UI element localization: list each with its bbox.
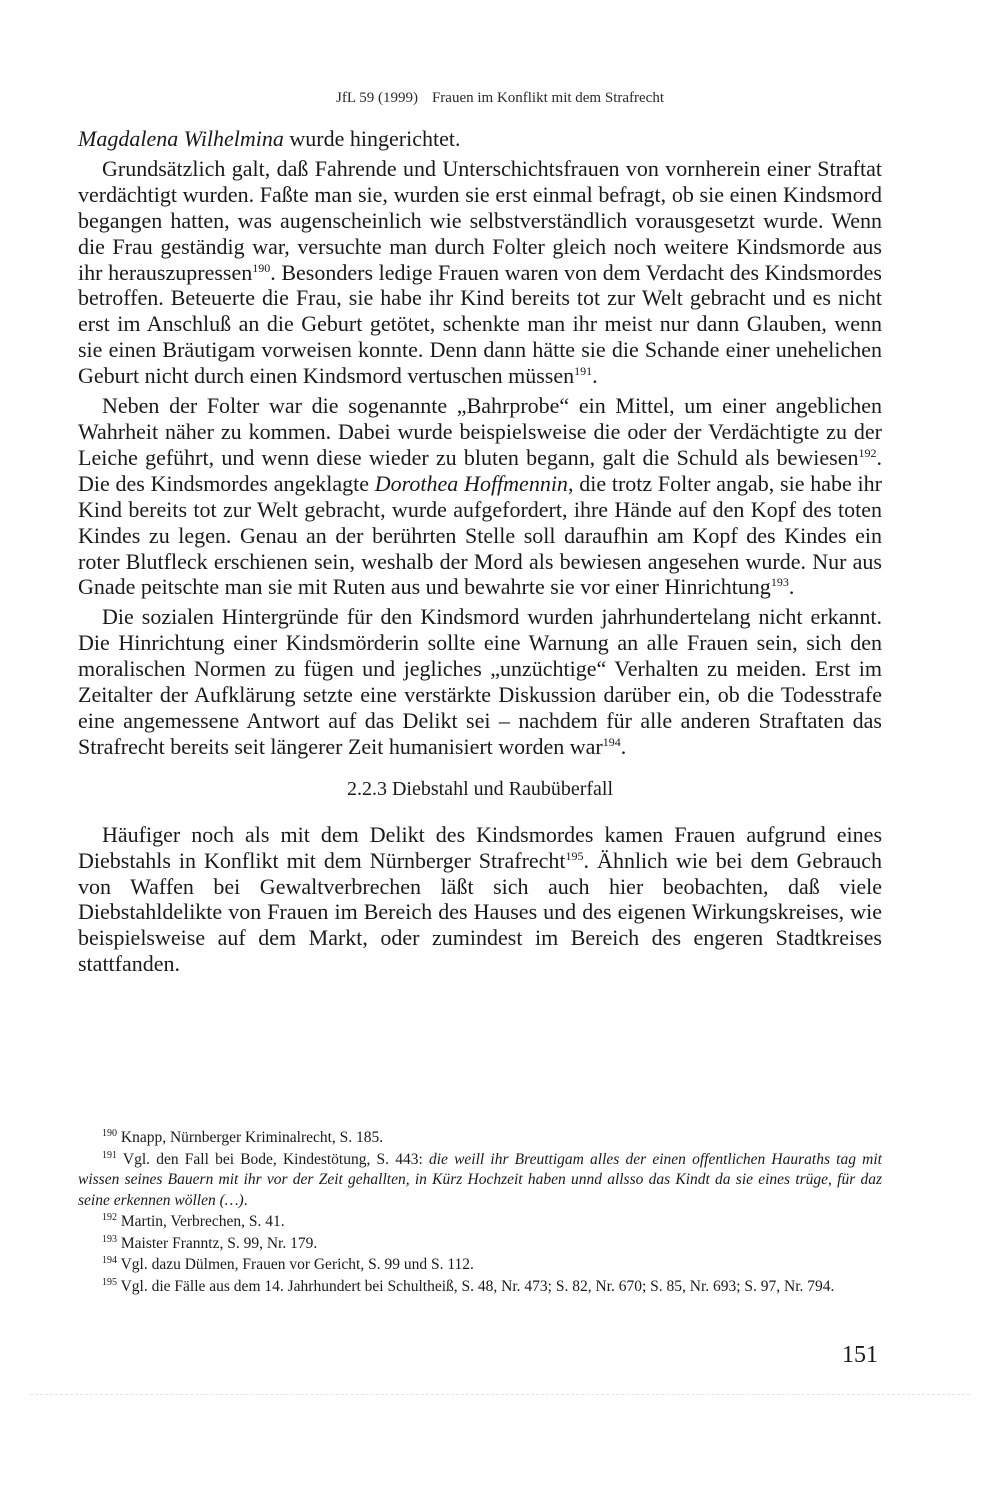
scan-artifact-divider xyxy=(30,1394,970,1395)
footnote-ref[interactable]: 193 xyxy=(770,575,789,590)
footnote-ref[interactable]: 190 xyxy=(252,260,271,275)
footnote-quote: die weill ihr Breuttigam alles der einen offentlichen Hauraths tag mit wissen seines Bauern mit ihr vor der Zeit gehallten, in Kürz Hochzeit haben unnd allsso das Kindt da sie eines trüge, für daz seine erkennen wöllen (…) xyxy=(78,1150,882,1209)
footnote-text: Vgl. die Fälle aus dem 14. Jahrhundert bei Schultheiß, S. 48, Nr. 473; S. 82, Nr. 670; S. 85, Nr. 693; S. 97, Nr. 794. xyxy=(117,1277,835,1295)
text-run: , die trotz Folter angab, sie habe ihr Kind bereits tot zur Welt gebracht, wurde aufgefordert, ihre Hände auf den Kopf des toten Kindes zu legen. Genau an der berührten Stelle soll daraufhin am Kopf des Kindes ein roter Blutfleck erschienen sein, weshalb der Mord als bewiesen angesehen wurde. Nur aus Gnade peitschte man sie mit Ruten aus und bewahrte sie vor einer Hinrichtung xyxy=(78,470,882,600)
text-run: wurde hingerichtet. xyxy=(283,126,461,151)
footnote-ref[interactable]: 194 xyxy=(602,734,621,749)
person-name: Magdalena Wilhelmina xyxy=(78,126,284,151)
text-run: . xyxy=(620,733,627,759)
footnote-text: Vgl. den Fall bei Bode, Kindestötung, S. 443: xyxy=(117,1150,429,1168)
footnote-number: 195 xyxy=(102,1276,117,1288)
footnote xyxy=(78,1212,882,1233)
footnote-text: . xyxy=(243,1191,248,1209)
footnote-number: 193 xyxy=(102,1233,117,1245)
text-run: Neben der Folter war die sogenannte „Bahrprobe“ ein Mittel, um einer angeblichen Wahrheit näher zu kommen. Dabei wurde beispielsweise die oder der Verdächtigte zu der Leiche geführt, und wenn diese wieder zu bluten begann, galt die Schuld als bewiesen xyxy=(78,393,882,470)
paragraph xyxy=(78,822,882,977)
footnote xyxy=(78,1234,882,1255)
footnote-number: 194 xyxy=(102,1255,117,1266)
journal-reference: JfL 59 (1999) xyxy=(336,90,418,106)
text-run: Häufiger noch als mit dem Delikt des Kindsmordes kamen Frauen aufgrund eines Diebstahls in Konflikt mit dem Nürnberger Strafrecht xyxy=(78,821,882,873)
footnote-text: Maister Franntz, S. 99, Nr. 179. xyxy=(117,1234,318,1252)
footnote-ref[interactable]: 191 xyxy=(574,364,593,379)
body-text xyxy=(78,126,882,977)
paragraph xyxy=(78,604,882,759)
text-run: . xyxy=(592,363,598,389)
text-run: Die sozialen Hintergründe für den Kindsmord wurden jahrhundertelang nicht erkannt. Die Hinrichtung einer Kindsmörderin sollte eine Warnung an alle Frauen sein, sich den moralischen Normen zu fügen und jegliches „unzüchtige“ Verhalten zu meiden. Erst im Zeitalter der Aufklärung setzte eine verstärkte Diskussion darüber ein, ob die Todesstrafe eine angemessene Antwort auf das Delikt sei – nachdem für alle anderen Straftaten das Strafrecht bereits seit längerer Zeit humanisiert worden war xyxy=(78,604,882,759)
footnote xyxy=(78,1128,882,1149)
footnote-number: 191 xyxy=(102,1149,117,1161)
text-run: Grundsätzlich galt, daß Fahrende und Unterschichtsfrauen von vornherein einer Straftat verdächtigt wurden. Faßte man sie, wurden sie erst einmal befragt, ob sie einen Kindsmord begangen hatten, was augenscheinlich wie selbstverständlich vorausgesetzt wurde. Wenn die Frau geständig war, versuchte man durch Folter gleich noch weitere Kindsmorde aus ihr herauszupressen xyxy=(78,155,882,285)
text-run: . Die des Kindsmordes angeklagte xyxy=(78,444,882,496)
footnote-text: Vgl. dazu Dülmen, Frauen vor Gericht, S. 99 und S. 112. xyxy=(117,1256,474,1273)
footnote-number: 190 xyxy=(102,1128,117,1139)
footnote xyxy=(78,1255,882,1276)
section-heading: 2.2.3 Diebstahl und Raubüberfall xyxy=(346,777,614,800)
running-title: Frauen im Konflikt mit dem Strafrecht xyxy=(431,90,664,106)
page-number: 151 xyxy=(842,1342,878,1368)
text-run: . xyxy=(788,574,795,600)
footnote-text: Martin, Verbrechen, S. 41. xyxy=(117,1213,285,1230)
footnote-number: 192 xyxy=(102,1212,117,1223)
footnote xyxy=(78,1150,882,1212)
text-run: . Besonders ledige Frauen waren von dem Verdacht des Kindsmordes betroffen. Beteuerte die Frau, sie habe ihr Kind bereits tot zur Welt gebracht und es nicht erst im Anschluß an die Geburt getötet, schenkte man ihr meist nur dann Glauben, wenn sie einen Bräutigam vorweisen konnte. Denn dann hätte sie die Schande einer unehelichen Geburt nicht durch einen Kindsmord vertuschen müssen xyxy=(78,259,882,389)
footnote-ref[interactable]: 192 xyxy=(858,445,877,460)
paragraph xyxy=(78,156,882,389)
paragraph xyxy=(78,126,882,152)
running-header xyxy=(0,90,1000,107)
footnote xyxy=(78,1277,882,1298)
text-run: . Ähnlich wie bei dem Gebrauch von Waffen bei Gewaltverbrechen läßt sich auch hier beobachten, daß viele Diebstahldelikte von Frauen im Bereich des Hauses und des eigenen Wirkungskreises, wie beispielsweise auf dem Markt, oder zumindest im Bereich des engeren Stadtkreises stattfanden. xyxy=(78,847,882,977)
footnote-text: Knapp, Nürnberger Kriminalrecht, S. 185. xyxy=(117,1129,384,1146)
person-name: Dorothea Hoffmennin xyxy=(374,470,568,496)
footnote-ref[interactable]: 195 xyxy=(565,848,584,863)
footnotes xyxy=(78,1128,882,1297)
paragraph xyxy=(78,393,882,600)
